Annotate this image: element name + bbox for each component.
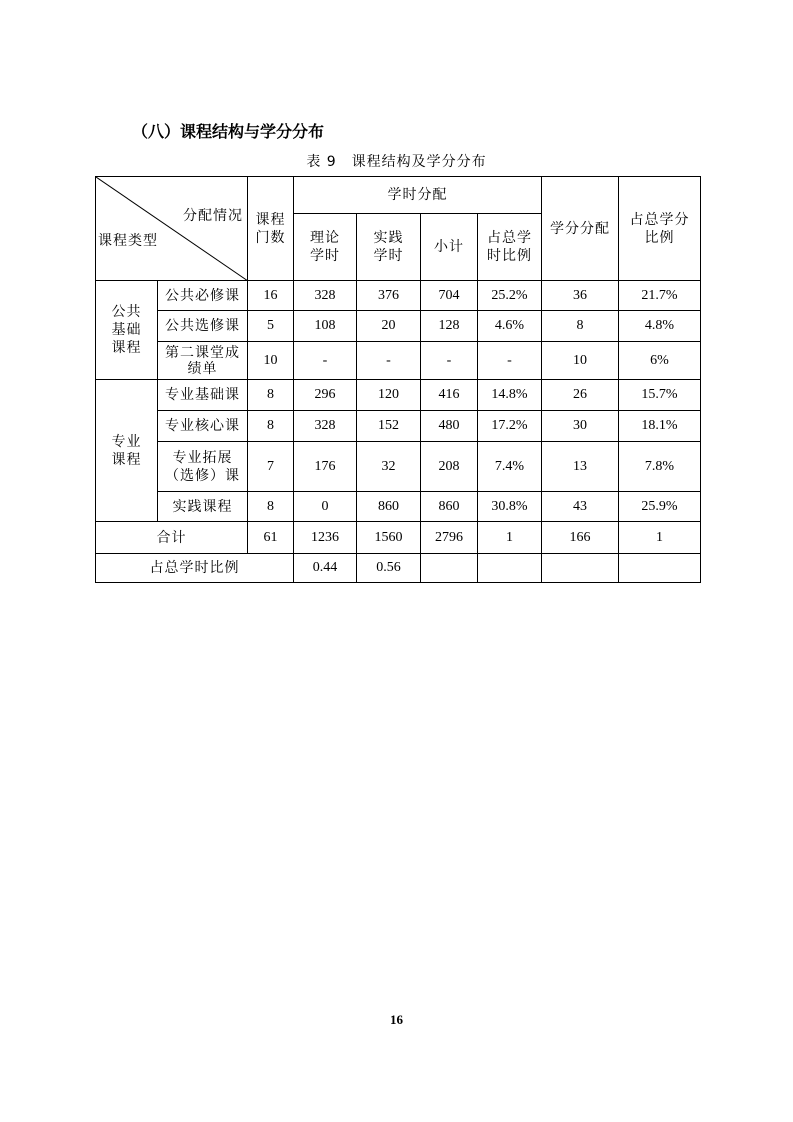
course-name: 实践课程 xyxy=(158,492,248,522)
total-label: 合计 xyxy=(96,522,248,554)
course-name: 公共必修课 xyxy=(158,281,248,311)
subtotal-header: 小计 xyxy=(421,214,478,281)
practice-hours-header: 实践 学时 xyxy=(357,214,421,281)
diag-bottom-label: 课程类型 xyxy=(98,233,158,249)
page-number: 16 xyxy=(390,1012,403,1027)
credits-header: 学分分配 xyxy=(542,177,619,281)
theory-hours-header: 理论 学时 xyxy=(294,214,357,281)
table-row: 实践课程 8 0 860 860 30.8% 43 25.9% xyxy=(96,492,701,522)
table-row: 第二课堂成 绩单 10 - - - - 10 6% xyxy=(96,342,701,380)
course-structure-table xyxy=(95,176,701,583)
course-name: 专业核心课 xyxy=(158,411,248,442)
table-row: 专业拓展 （选修）课 7 176 32 208 7.4% 13 7.8% xyxy=(96,442,701,492)
table-caption: 表 9 课程结构及学分分布 xyxy=(306,154,487,170)
course-name: 专业拓展 （选修）课 xyxy=(158,442,248,492)
credit-ratio-header: 占总学分 比例 xyxy=(619,177,701,281)
group-public: 公共 基础 课程 xyxy=(96,281,158,380)
course-name: 第二课堂成 绩单 xyxy=(158,342,248,380)
diag-top-label: 分配情况 xyxy=(183,208,243,224)
table-row: 公共 基础 课程 公共必修课 16 328 376 704 25.2% 36 21.7% xyxy=(96,281,701,311)
course-count-header: 课程 门数 xyxy=(248,177,294,281)
course-name: 专业基础课 xyxy=(158,380,248,411)
ratio-label: 占总学时比例 xyxy=(96,554,294,583)
hours-ratio-header: 占总学 时比例 xyxy=(478,214,542,281)
diagonal-header-cell xyxy=(96,177,248,281)
group-major: 专业 课程 xyxy=(96,380,158,522)
course-name: 公共选修课 xyxy=(158,311,248,342)
diagonal-line xyxy=(96,177,248,281)
hours-group-header: 学时分配 xyxy=(294,177,542,214)
section-heading: （八）课程结构与学分分布 xyxy=(132,122,325,141)
table-row: 专业核心课 8 328 152 480 17.2% 30 18.1% xyxy=(96,411,701,442)
table-row: 公共选修课 5 108 20 128 4.6% 8 4.8% xyxy=(96,311,701,342)
table-row: 专业 课程 专业基础课 8 296 120 416 14.8% 26 15.7% xyxy=(96,380,701,411)
total-row: 合计 61 1236 1560 2796 1 166 1 xyxy=(96,522,701,554)
ratio-row: 占总学时比例 0.44 0.56 xyxy=(96,554,701,583)
